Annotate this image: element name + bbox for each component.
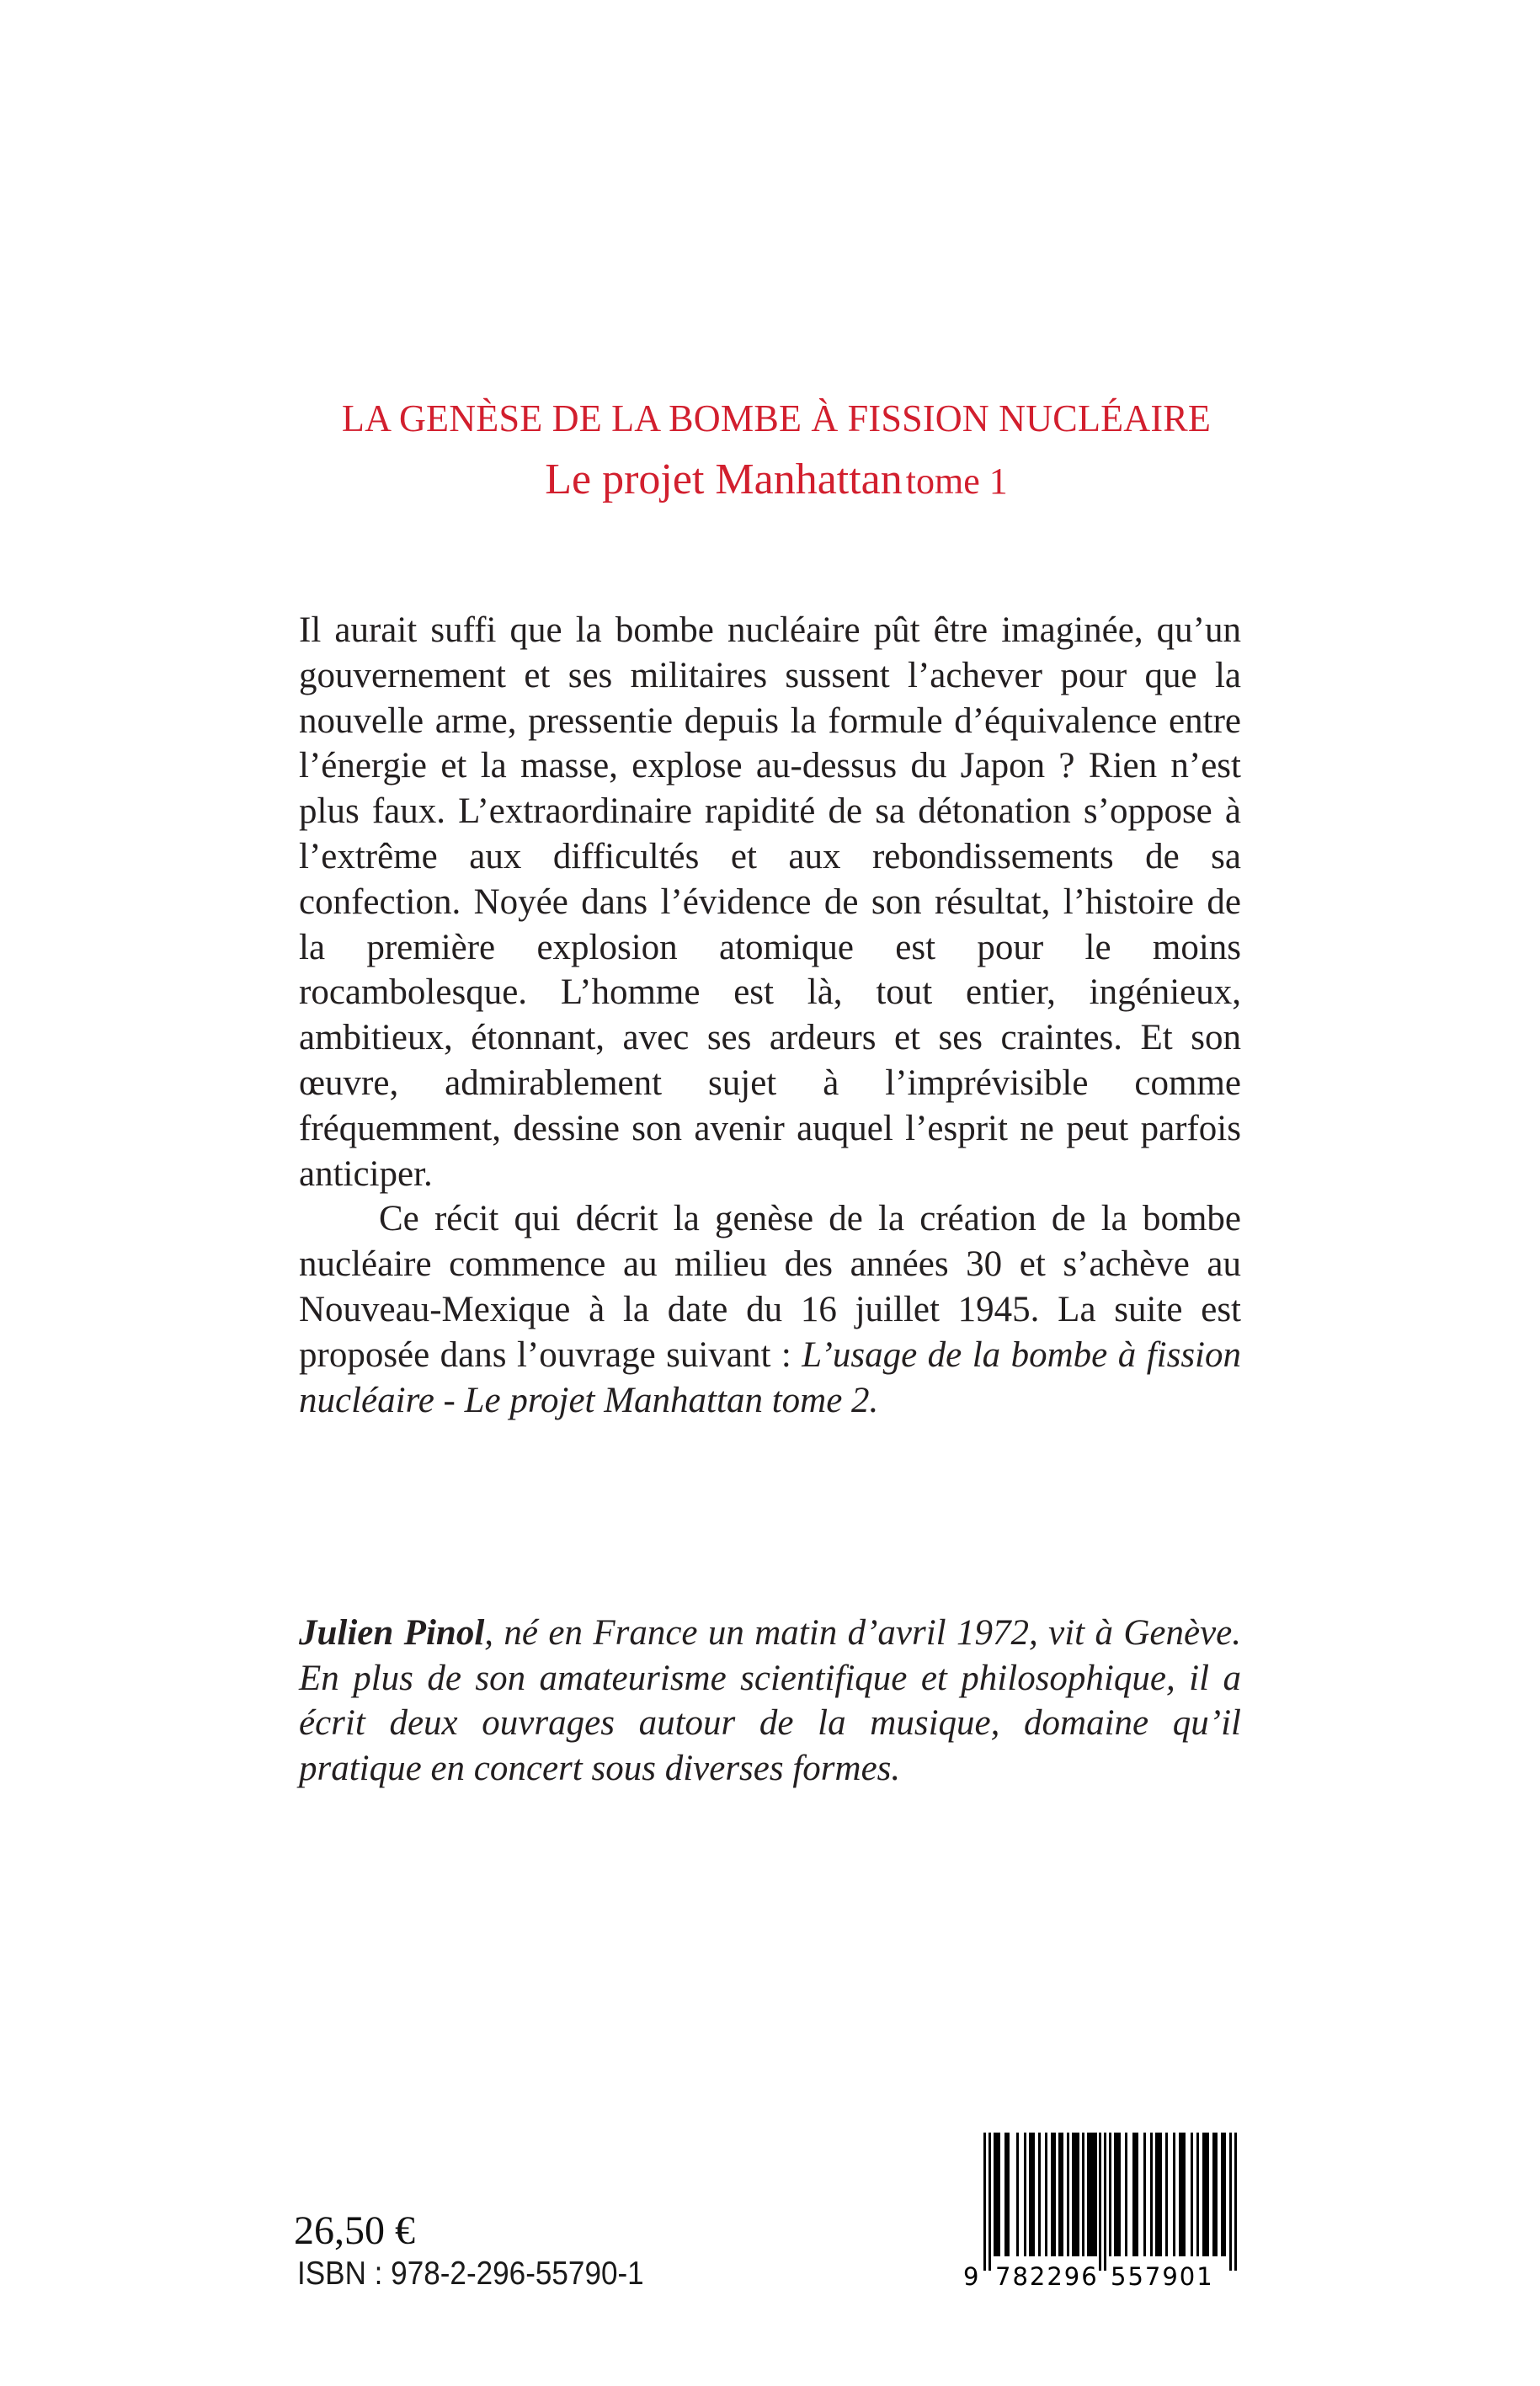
author-name: Julien Pinol bbox=[299, 1613, 485, 1653]
blurb-paragraph-2 bbox=[299, 1196, 1241, 1423]
barcode bbox=[960, 2133, 1246, 2293]
author-bio-text: , né en France un matin d’avril 1972, vit à Genève. En plus de son amateurisme scientifique et philosophique, il a écrit deux ouvrages autour de la musique, domaine qu’il pratique en concert sous diverses formes. bbox=[299, 1613, 1241, 1788]
blurb-paragraph-1: Il aurait suffi que la bombe nucléaire pût être imaginée, qu’un gouvernement et ses militaires sussent l’achever pour que la nouvelle arme, pressentie depuis la formule d’équivalence entre l’énergie et la masse, explose au-dessus du Japon ? Rien n’est plus faux. L’extraordinaire rapidité de sa détonation s’oppose à l’extrême aux difficultés et aux rebondissements de sa confection. Noyée dans l’évidence de son résultat, l’histoire de la première explosion atomique est pour le moins rocambolesque. L’homme est là, tout entier, ingénieux, ambitieux, étonnant, avec ses ardeurs et ses craintes. Et son œuvre, admirablement sujet à l’imprévisible comme fréquemment, dessine son avenir auquel l’esprit ne peut parfois anticiper. bbox=[299, 610, 1241, 1194]
barcode-digit-first: 9 bbox=[963, 2262, 979, 2291]
blurb-paragraph-2-text: Ce récit qui décrit la genèse de la création de la bombe nucléaire commence au milieu des années 30 et s’achève au Nouveau-Mexique à la date du 16 juillet 1945. La suite est proposée dans l’ouvrage suivant : bbox=[299, 1199, 1241, 1375]
sequel-title: L’usage de la bombe à fission nucléaire - Le projet Manhattan tome 2. bbox=[299, 1334, 1241, 1420]
barcode-digits-left: 782296 bbox=[995, 2262, 1099, 2291]
subtitle-series: Le projet Manhattan bbox=[545, 455, 903, 503]
subtitle-tome: tome 1 bbox=[905, 461, 1008, 502]
author-bio bbox=[299, 1611, 1241, 1791]
barcode-digits bbox=[960, 2264, 1246, 2289]
book-title: LA GENÈSE DE LA BOMBE À FISSION NUCLÉAIRE bbox=[341, 397, 1212, 439]
blurb bbox=[299, 608, 1241, 1423]
book-subtitle bbox=[253, 455, 1300, 515]
isbn: ISBN : 978-2-296-55790-1 bbox=[297, 2256, 644, 2292]
barcode-digits-right: 557901 bbox=[1111, 2262, 1214, 2291]
price: 26,50 € bbox=[294, 2208, 415, 2253]
